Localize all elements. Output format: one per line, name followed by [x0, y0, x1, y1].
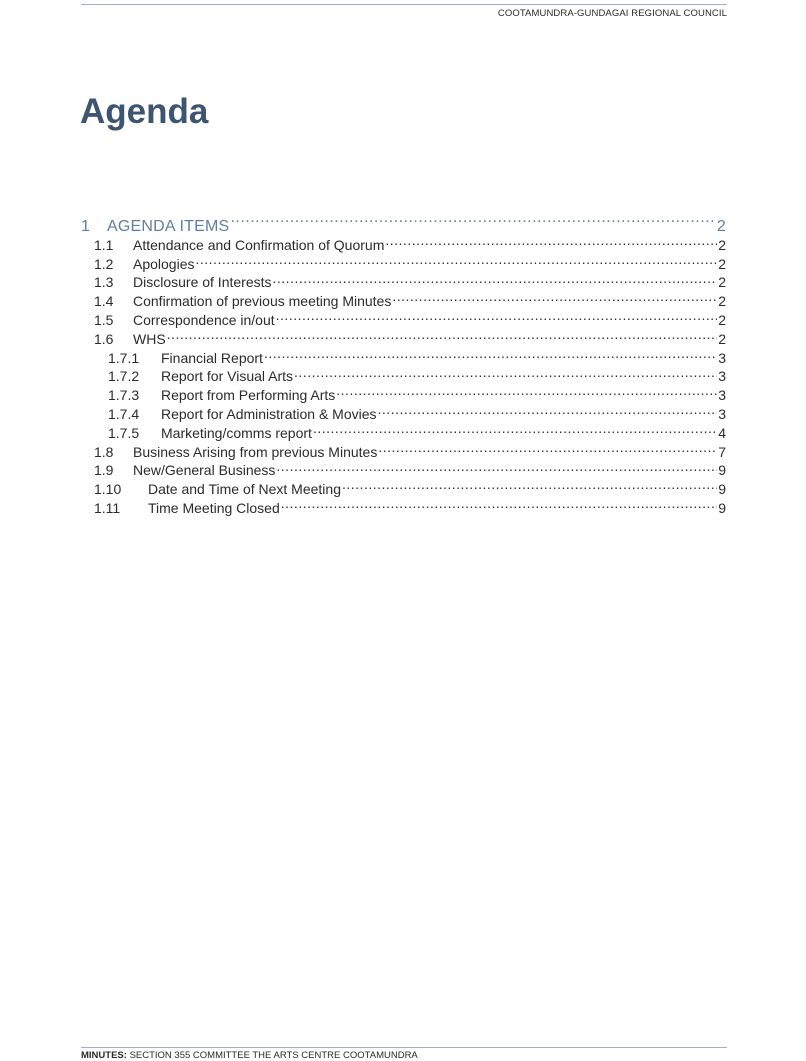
footer-committee-name: SECTION 355 COMMITTEE THE ARTS CENTRE COOTAMUNDRA: [129, 1050, 418, 1061]
toc-entry-page: 3: [718, 368, 726, 385]
toc-entry-number: 1.7.1: [108, 349, 140, 366]
toc-entry-label: AGENDA ITEMS: [107, 218, 230, 235]
toc-entry-page: 3: [718, 387, 726, 404]
toc-entry-number: 1.9: [94, 462, 114, 479]
toc-entry-label: Apologies: [133, 255, 195, 272]
toc-entry-page: 2: [718, 274, 726, 291]
header-divider: [81, 4, 727, 5]
toc-entry-label: Confirmation of previous meeting Minutes: [133, 293, 392, 310]
toc-leader-dots: [342, 475, 717, 494]
toc-entry-number: 1.10: [94, 481, 122, 498]
toc-leader-dots: [276, 306, 718, 325]
toc-entry-label: Marketing/comms report: [161, 424, 312, 441]
toc-leader-dots: [392, 287, 717, 306]
toc-entry-page: 2: [718, 293, 726, 310]
toc-leader-dots: [281, 494, 717, 513]
toc-leader-dots: [378, 400, 718, 419]
toc-entry-page: 2: [718, 311, 726, 328]
toc-entry-page: 2: [718, 255, 726, 272]
toc-entry-label: Date and Time of Next Meeting: [148, 481, 341, 498]
toc-entry-page: 4: [718, 424, 726, 441]
toc-entry-label: WHS: [133, 330, 166, 347]
toc-entry-number: 1.7.5: [108, 424, 140, 441]
toc-entry-number: 1.7.2: [108, 368, 140, 385]
toc-entry-number: 1.8: [94, 443, 114, 460]
toc-entry-label: Disclosure of Interests: [133, 274, 272, 291]
toc-entry-label: Report from Performing Arts: [161, 387, 336, 404]
header-council-name: COOTAMUNDRA-GUNDAGAI REGIONAL COUNCIL: [497, 8, 727, 19]
toc-entry-label: Correspondence in/out: [133, 311, 275, 328]
toc-leader-dots: [264, 344, 717, 363]
toc-entry-label: Report for Administration & Movies: [161, 405, 377, 422]
toc-entry-number: 1.1: [94, 236, 114, 253]
toc-entry[interactable]: [81, 344, 726, 366]
toc-leader-dots: [196, 250, 718, 269]
footer: [81, 1050, 418, 1061]
table-of-contents: [81, 205, 726, 516]
toc-leader-dots: [294, 363, 717, 382]
toc-leader-dots: [336, 381, 717, 400]
toc-entry-number: 1.11: [94, 499, 121, 516]
toc-entry-number: 1.7.3: [108, 387, 140, 404]
toc-entry[interactable]: [81, 205, 726, 235]
footer-prefix: MINUTES:: [81, 1050, 127, 1061]
page-title: Agenda: [80, 92, 209, 131]
toc-leader-dots: [273, 269, 718, 288]
toc-entry-label: Time Meeting Closed: [148, 499, 280, 516]
toc-entry-number: 1.7.4: [108, 405, 140, 422]
footer-divider: [81, 1047, 727, 1048]
toc-leader-dots: [230, 205, 715, 231]
toc-entry-number: 1.5: [94, 311, 114, 328]
toc-entry-label: New/General Business: [133, 462, 276, 479]
toc-entry-page: 9: [718, 499, 726, 516]
toc-entry-page: 2: [718, 330, 726, 347]
toc-leader-dots: [313, 419, 717, 438]
toc-entry-page: 3: [718, 349, 726, 366]
toc-entry-page: 2: [716, 218, 726, 235]
toc-entry-page: 2: [718, 236, 726, 253]
toc-entry-page: 9: [718, 481, 726, 498]
toc-entry-number: 1.3: [94, 274, 114, 291]
toc-leader-dots: [378, 438, 717, 457]
toc-entry-page: 3: [718, 405, 726, 422]
toc-leader-dots: [167, 325, 718, 344]
toc-entry-page: 7: [718, 443, 726, 460]
toc-leader-dots: [385, 231, 717, 250]
toc-entry-number: 1: [81, 218, 91, 235]
toc-entry-label: Financial Report: [161, 349, 263, 366]
toc-entry-label: Attendance and Confirmation of Quorum: [133, 236, 385, 253]
toc-entry-label: Report for Visual Arts: [161, 368, 294, 385]
toc-entry-label: Business Arising from previous Minutes: [133, 443, 378, 460]
toc-entry-page: 9: [718, 462, 726, 479]
toc-entry-number: 1.4: [94, 293, 114, 310]
toc-entry-number: 1.2: [94, 255, 114, 272]
toc-leader-dots: [276, 457, 717, 476]
toc-entry[interactable]: [81, 325, 726, 347]
toc-entry-number: 1.6: [94, 330, 114, 347]
